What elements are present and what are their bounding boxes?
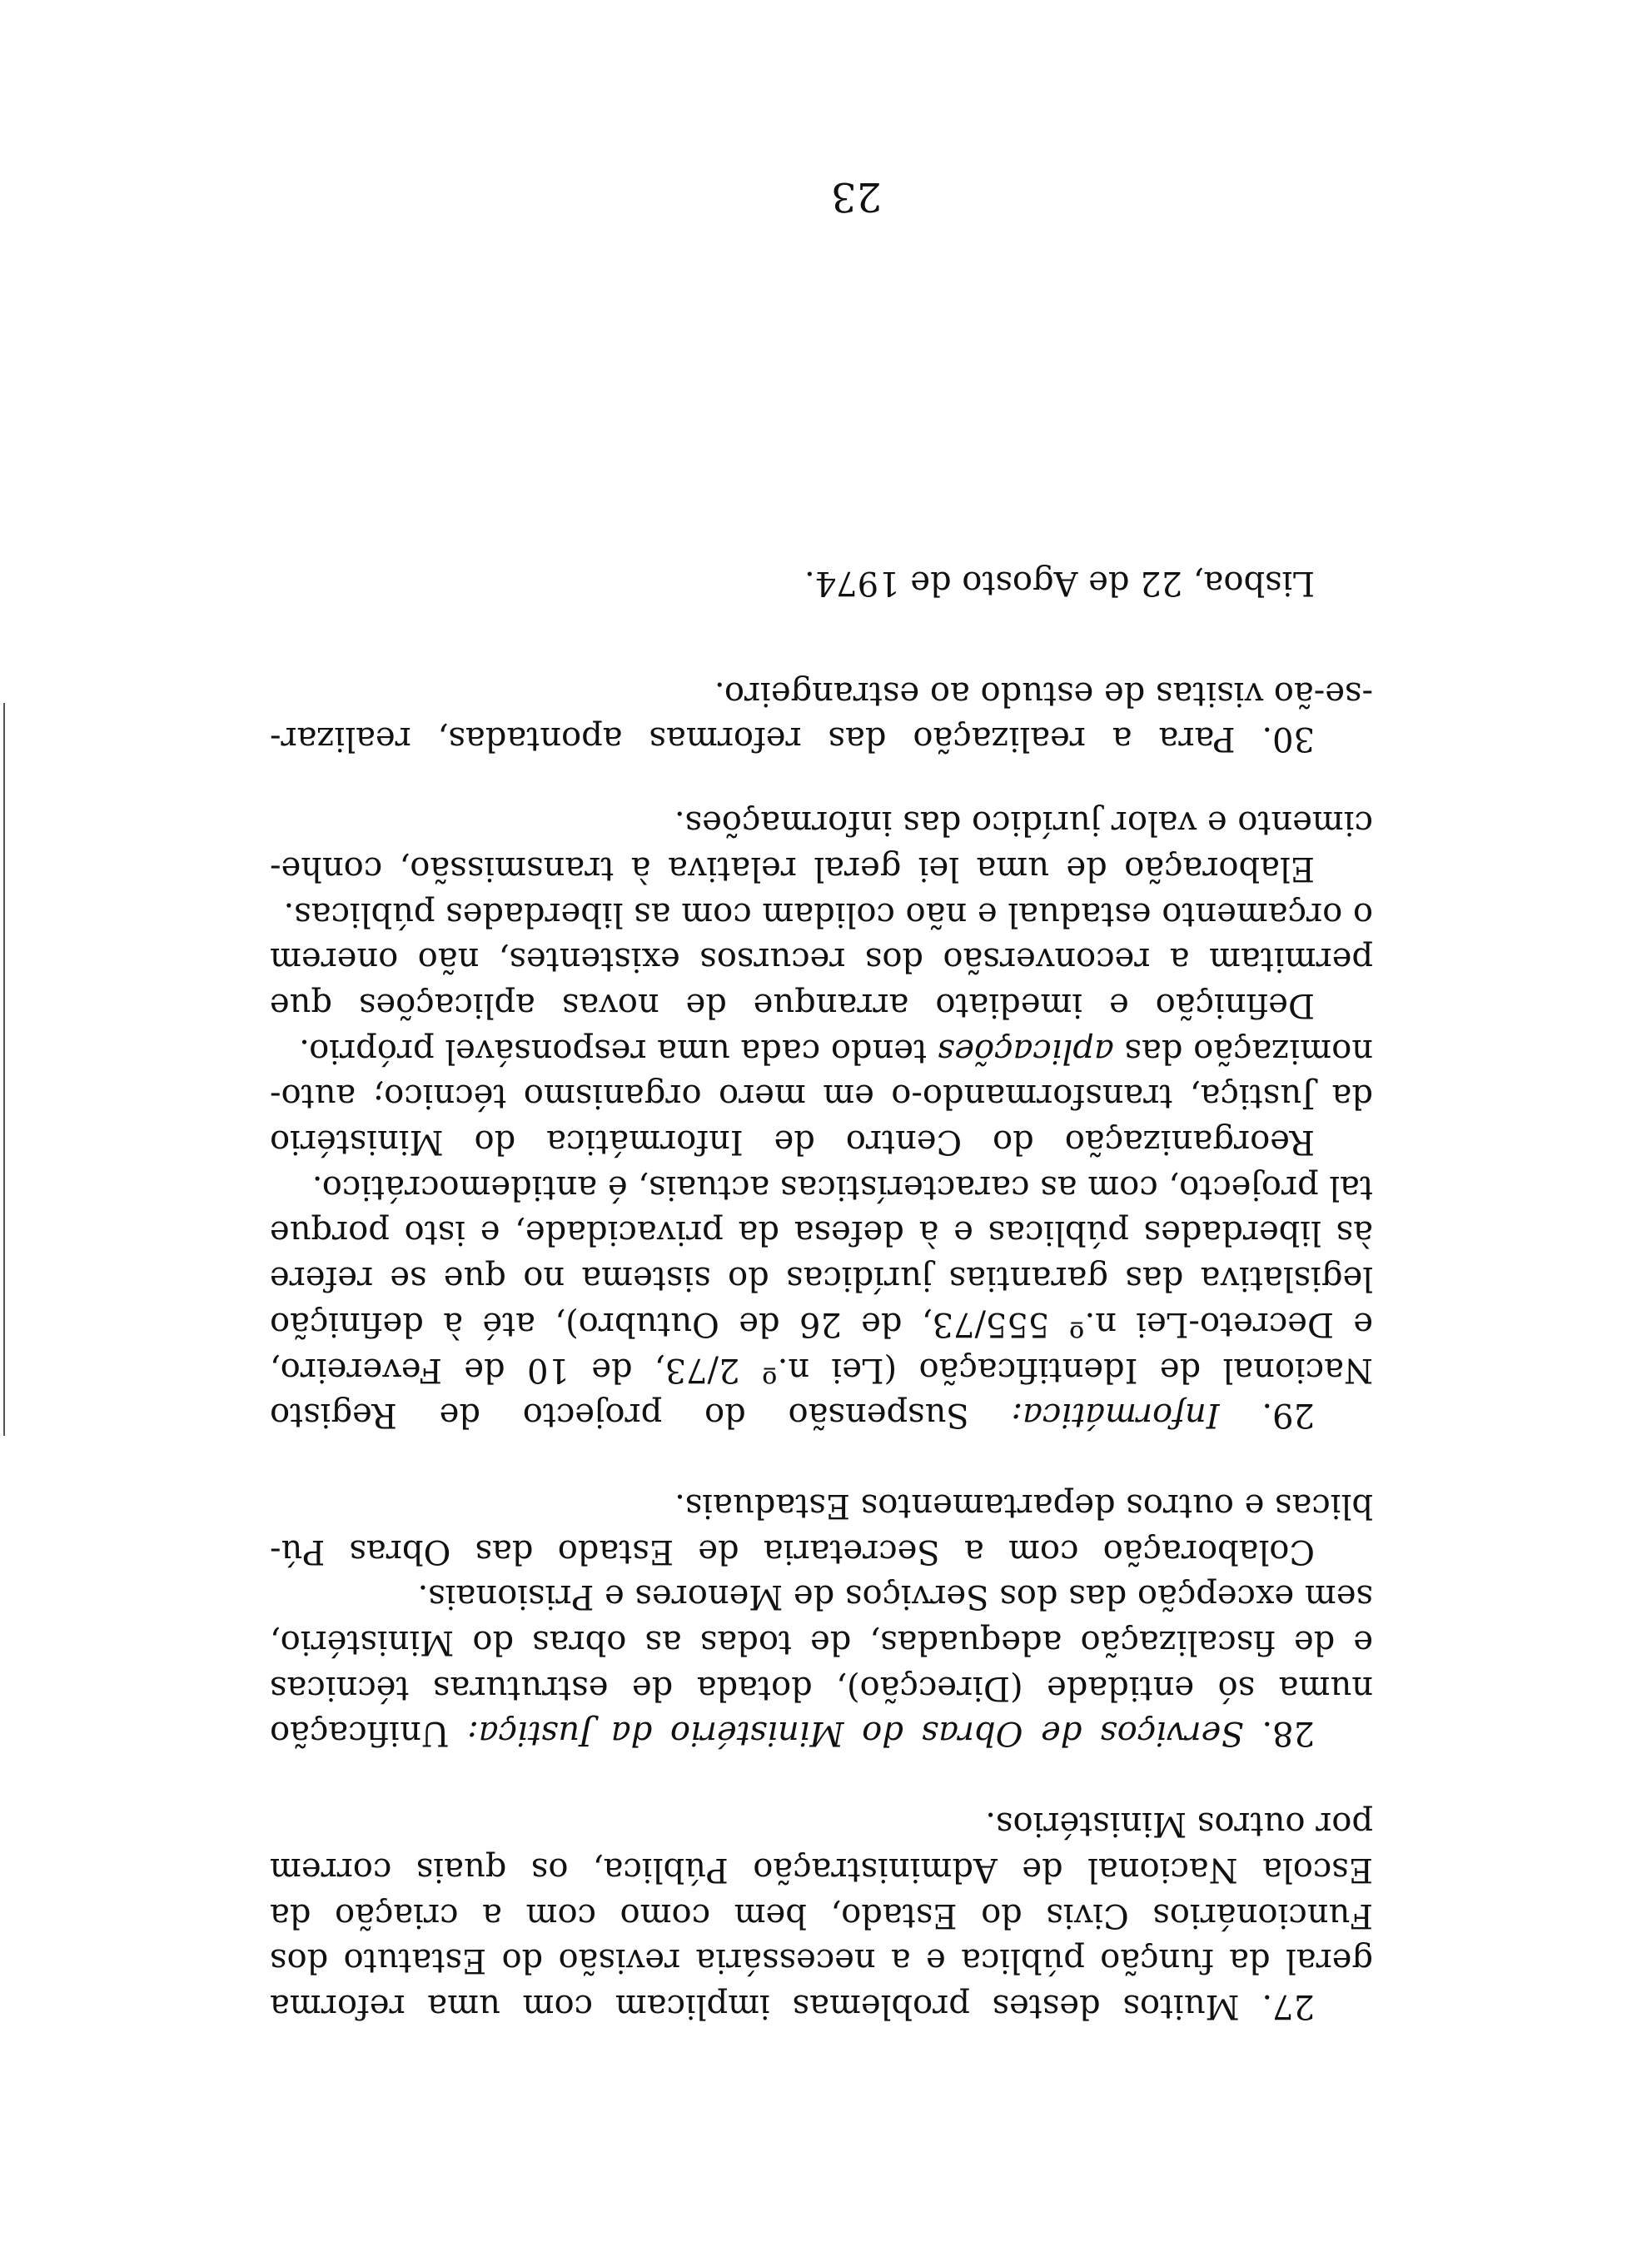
page-number: 23 [830, 173, 882, 220]
sub-item-line: da Justiça, transformando-o em mero organismo técnico; auto- [270, 1077, 1373, 1116]
sub-item-line: permitam a reconversão dos recursos existentes, não onerem [270, 940, 1373, 979]
sub-item-line: Definição e imediato arranque de novas aplicações que [270, 985, 1315, 1024]
paragraph-line: sem excepção das dos Serviços de Menores e Prisionais. [417, 1577, 1373, 1617]
section-heading: Informática: [1011, 1396, 1220, 1435]
paragraph-line: 28. Serviços de Obras do Ministério da Justiça: Unificação [270, 1714, 1315, 1753]
paragraph-line: Nacional de Identificação (Lei n.º 2/73, de 10 de Fevereiro, [270, 1350, 1373, 1389]
paragraph-line: por outros Ministérios. [985, 1805, 1373, 1844]
paragraph-number: 30. [1261, 720, 1315, 759]
paragraph-line: tal projecto, com as características actuais, é antidemocrático. [311, 1168, 1373, 1207]
paragraph-28 [270, 1482, 1373, 1756]
paragraph-number: 28. [1261, 1714, 1315, 1753]
paragraph-line: 29. Informática: Suspensão do projecto de Registo [270, 1396, 1315, 1435]
paragraph-number: 29. [1261, 1396, 1315, 1435]
sub-item-line: cimento e valor jurídico das informações. [674, 804, 1373, 843]
scan-margin-line [3, 703, 5, 1436]
sub-item-line: Colaboração com a Secretaria de Estado das Obras Pú- [270, 1532, 1315, 1571]
sub-item-line: Elaboração de uma lei geral relativa à transmissão, conhe- [270, 849, 1315, 888]
place-date: Lisboa, 22 de Agosto de 1974. [804, 564, 1315, 603]
paragraph-27 [270, 1801, 1373, 2029]
paragraph-line: Funcionários Civis do Estado, bem como com a criação da [270, 1896, 1373, 1935]
italic-term: aplicações [937, 1031, 1114, 1070]
paragraph-line: numa só entidade (Direcção), dotada de estruturas técnicas [270, 1668, 1373, 1707]
paragraph-line: Escola Nacional de Administração Pública, os quais correm [270, 1850, 1373, 1889]
paragraph-line: 27. Muitos destes problemas implicam com uma reforma [269, 1987, 1315, 2025]
sub-item-line: Reorganização do Centro de Informática do Ministério [270, 1123, 1315, 1162]
section-heading: Serviços de Obras do Ministério da Justiça: [467, 1714, 1244, 1753]
paragraph-number: 27. [1261, 1987, 1315, 2025]
paragraph-line: às liberdades públicas e à defesa da privacidade, e isto porque [270, 1213, 1373, 1253]
paragraph-30 [270, 670, 1373, 761]
paragraph-line: 30. Para a realização das reformas apontadas, realizar- [270, 720, 1315, 759]
paragraph-line: -se-ão visitas de estudo ao estrangeiro. [714, 674, 1373, 713]
paragraph-29 [270, 800, 1373, 1437]
sub-item-line: nomização das aplicações tendo cada uma responsável próprio. [299, 1031, 1373, 1070]
paragraph-line: e de fiscalização adequadas, de todas as obras do Ministério, [270, 1623, 1373, 1662]
paragraph-line: e Decreto-Lei n.º 555/73, de 26 de Outubro), até à definição [270, 1304, 1373, 1343]
paragraph-line: geral da função pública e a necessária revisão do Estatuto dos [270, 1941, 1373, 1980]
page-body [270, 560, 1373, 2029]
sub-item-line: blicas e outros departamentos Estaduais. [674, 1486, 1373, 1525]
sub-item-line: o orçamento estadual e não colidam com as liberdades públicas. [283, 894, 1373, 934]
paragraph-line: legislativa das garantias jurídicas do sistema no que se refere [270, 1259, 1373, 1298]
